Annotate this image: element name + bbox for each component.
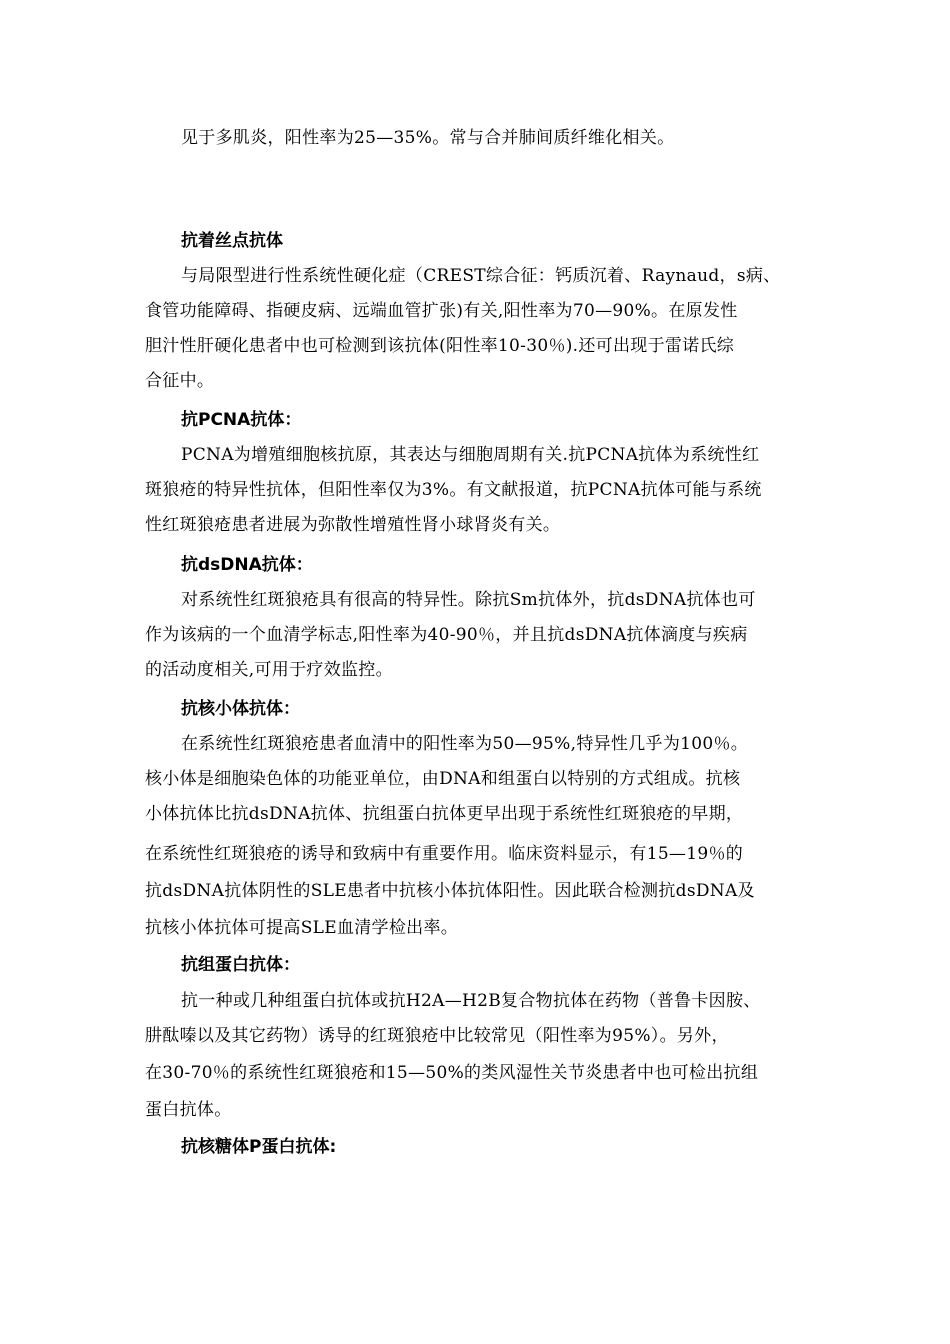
paragraph-line: 在30-70％的系统性红斑狼疮和15—50%的类风湿性关节炎患者中也可检出抗组 [145,1063,759,1083]
paragraph-line: 抗一种或几种组蛋白抗体或抗H2A—H2B复合物抗体在药物（普鲁卡因胺、 [181,991,761,1011]
paragraph-line: 对系统性红斑狼疮具有很高的特异性。除抗Sm抗体外，抗dsDNA抗体也可 [181,590,756,610]
paragraph-line: 合征中。 [145,371,215,391]
paragraph-line: 的活动度相关,可用于疗效监控。 [145,660,393,680]
paragraph-line: 蛋白抗体。 [145,1100,232,1120]
paragraph-line: 肼酞嗪以及其它药物）诱导的红斑狼疮中比较常见（阳性率为95%）。另外， [145,1026,729,1046]
paragraph-line: PCNA为增殖细胞核抗原，其表达与细胞周期有关.抗PCNA抗体为系统性红 [181,445,760,465]
paragraph-line: 性红斑狼疮患者进展为弥散性增殖性肾小球肾炎有关。 [145,515,561,535]
section-heading-histone: 抗组蛋白抗体： [181,955,300,975]
paragraph-line: 核小体是细胞染色体的功能亚单位，由DNA和组蛋白以特别的方式组成。抗核 [145,769,741,789]
paragraph-line: 抗dsDNA抗体阴性的SLE患者中抗核小体抗体阳性。因此联合检测抗dsDNA及 [145,881,755,901]
paragraph-line: 抗核小体抗体可提高SLE血清学检出率。 [145,918,459,938]
paragraph-line: 在系统性红斑狼疮的诱导和致病中有重要作用。临床资料显示，有15—19％的 [145,844,744,864]
paragraph-line: 小体抗体比抗dsDNA抗体、抗组蛋白抗体更早出现于系统性红斑狼疮的早期， [145,804,744,824]
section-heading-nucleosome: 抗核小体抗体： [181,699,300,719]
paragraph-line: 食管功能障碍、指硬皮病、远端血管扩张)有关,阳性率为70—90%。在原发性 [145,301,738,321]
paragraph-line: 在系统性红斑狼疮患者血清中的阳性率为50—95%,特异性几乎为100％。 [181,734,749,754]
section-heading-pcna: 抗PCNA抗体： [181,410,302,430]
section-heading-ribosomal-p: 抗核糖体P蛋白抗体: [181,1137,337,1157]
paragraph-line: 与局限型进行性系统性硬化症（CREST综合征：钙质沉着、Raynaud，s病、 [181,266,781,286]
section-heading-centromere: 抗着丝点抗体 [181,231,283,251]
paragraph-line: 作为该病的一个血清学标志,阳性率为40-90％，并且抗dsDNA抗体滴度与疾病 [145,625,748,645]
paragraph-line: 斑狼疮的特异性抗体，但阳性率仅为3%。有文献报道，抗PCNA抗体可能与系统 [145,480,762,500]
paragraph-line: 胆汁性肝硬化患者中也可检测到该抗体(阳性率10-30％).还可出现于雷诺氏综 [145,336,735,356]
section-heading-dsdna: 抗dsDNA抗体： [181,555,313,575]
intro-line: 见于多肌炎，阳性率为25—35%。常与合并肺间质纤维化相关。 [181,128,675,148]
